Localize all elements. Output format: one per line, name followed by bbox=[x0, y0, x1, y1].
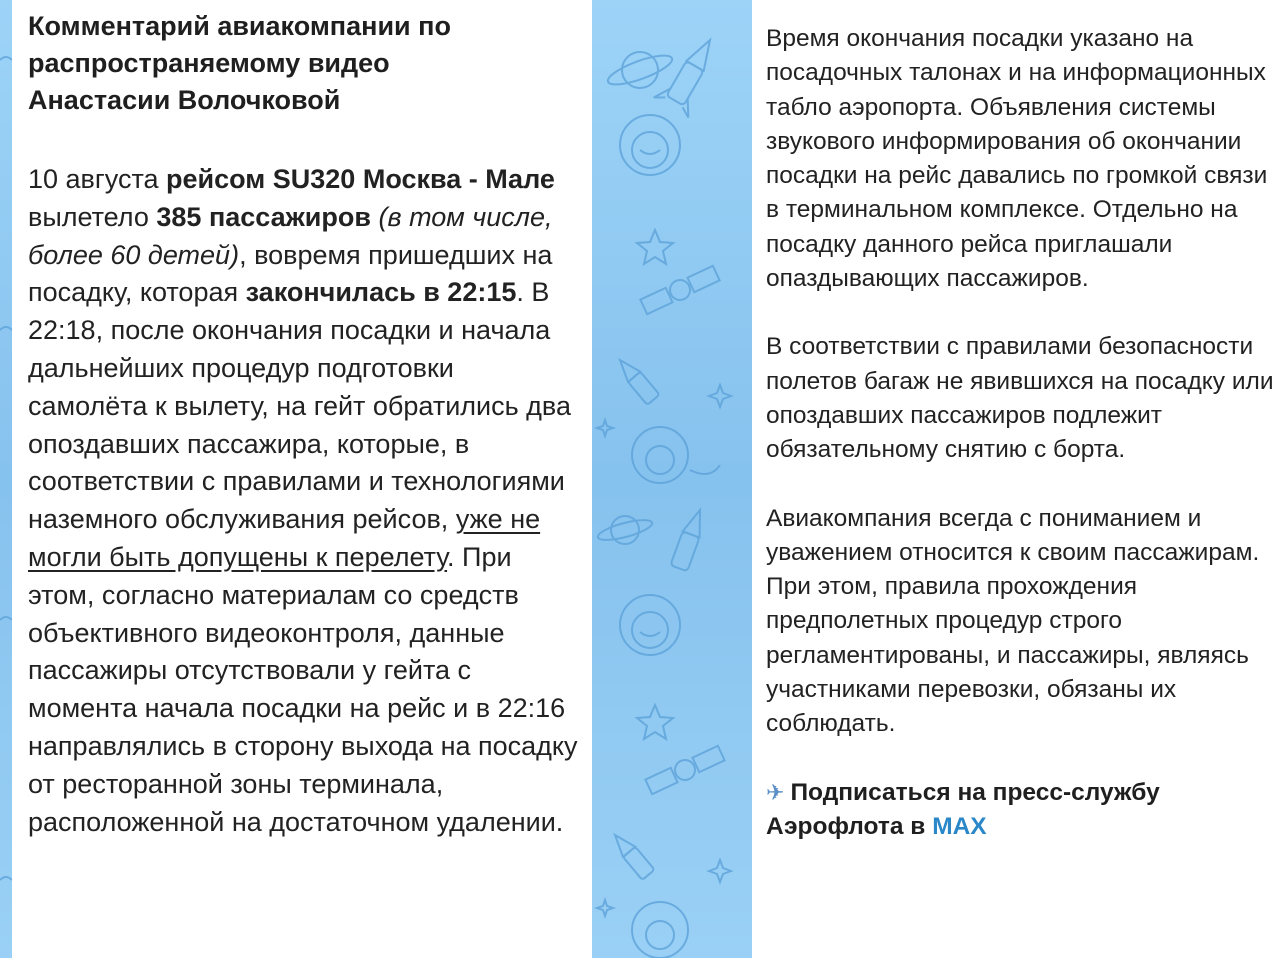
post-title bbox=[28, 8, 578, 119]
rocket-icon bbox=[614, 355, 660, 405]
astronaut-icon bbox=[620, 595, 680, 655]
boarding-end-time: закончилась в 22:15 bbox=[245, 277, 517, 308]
star-icon bbox=[637, 230, 673, 264]
rocket-icon bbox=[609, 830, 655, 880]
message-bubble-left bbox=[12, 0, 592, 958]
subscribe-text: Подписаться на пресс-службу Аэрофлота в bbox=[766, 778, 1160, 840]
text-run: . При этом, согласно материалам со средств объективного видеоконтроля, данные пассажиры отсутствовали у гейта с момента начала посадки на рейс и в 22:16 направлялись в сторону выхода на посадку от ресторанной зоны терминала, расположенной на достаточном удалении. bbox=[28, 541, 578, 837]
title-line: Анастасии Волочковой bbox=[28, 85, 341, 115]
satellite-icon bbox=[640, 264, 721, 316]
planet-icon bbox=[596, 516, 654, 544]
astronaut-icon bbox=[620, 115, 680, 175]
post-paragraph: Авиакомпания всегда с пониманием и уважением относится к своим пассажирам. При этом, правила прохождения предполетных процедур строго регламентированы, и пассажиры, являясь участниками перевозки, обязаны их соблюдать. bbox=[766, 504, 1260, 738]
dog-astronaut-icon bbox=[632, 427, 720, 483]
rocket-icon bbox=[654, 30, 728, 118]
text-run: 10 августа bbox=[28, 164, 167, 194]
text-run: , вовремя пришедших на посадку, которая bbox=[28, 239, 553, 308]
post-paragraph: Время окончания посадки указано на посадочных талонах и на информационных табло аэропорта. Объявления системы звукового информирования об окончании посадки на рейс давались по громкой связи в терминальном комплексе. Отдельно на посадку данного рейса приглашали опаздывающих пассажиров. bbox=[766, 25, 1268, 293]
text-run: вылетело bbox=[28, 201, 157, 232]
message-bubble-right bbox=[752, 0, 1280, 958]
max-link[interactable]: MAX bbox=[932, 812, 987, 840]
children-note: (в том числе, более 60 детей) bbox=[28, 201, 553, 270]
airplane-icon: ✈ bbox=[766, 779, 785, 805]
subscribe-line bbox=[766, 776, 1280, 845]
underlined-text: уже не могли быть допущены к перелету bbox=[28, 504, 541, 572]
rocket-icon bbox=[670, 507, 708, 571]
dog-astronaut-icon bbox=[632, 902, 688, 958]
passenger-count: 385 пассажиров bbox=[156, 201, 371, 232]
planet-icon bbox=[605, 50, 675, 90]
post-paragraph: В соответствии с правилами безопасности полетов багаж не явившихся на посадку или опоздавших пассажиров подлежит обязательному снятию с борта. bbox=[766, 333, 1274, 464]
post-paragraph bbox=[28, 161, 578, 841]
flight-info: рейсом SU320 Москва - Мале bbox=[166, 164, 555, 194]
title-line: Комментарий авиакомпании по bbox=[28, 11, 451, 41]
title-line: распространяемому видео bbox=[28, 48, 390, 78]
text-run: . В 22:18, после окончания посадки и начала дальнейших процедур подготовки самолёта к вылету, на гейт обратились два опоздавших пассажира, которые, в соответствии с правилами и технологиями наземного обслуживания рейсов, bbox=[28, 277, 571, 535]
star-icon bbox=[637, 705, 673, 739]
satellite-icon bbox=[645, 744, 726, 796]
